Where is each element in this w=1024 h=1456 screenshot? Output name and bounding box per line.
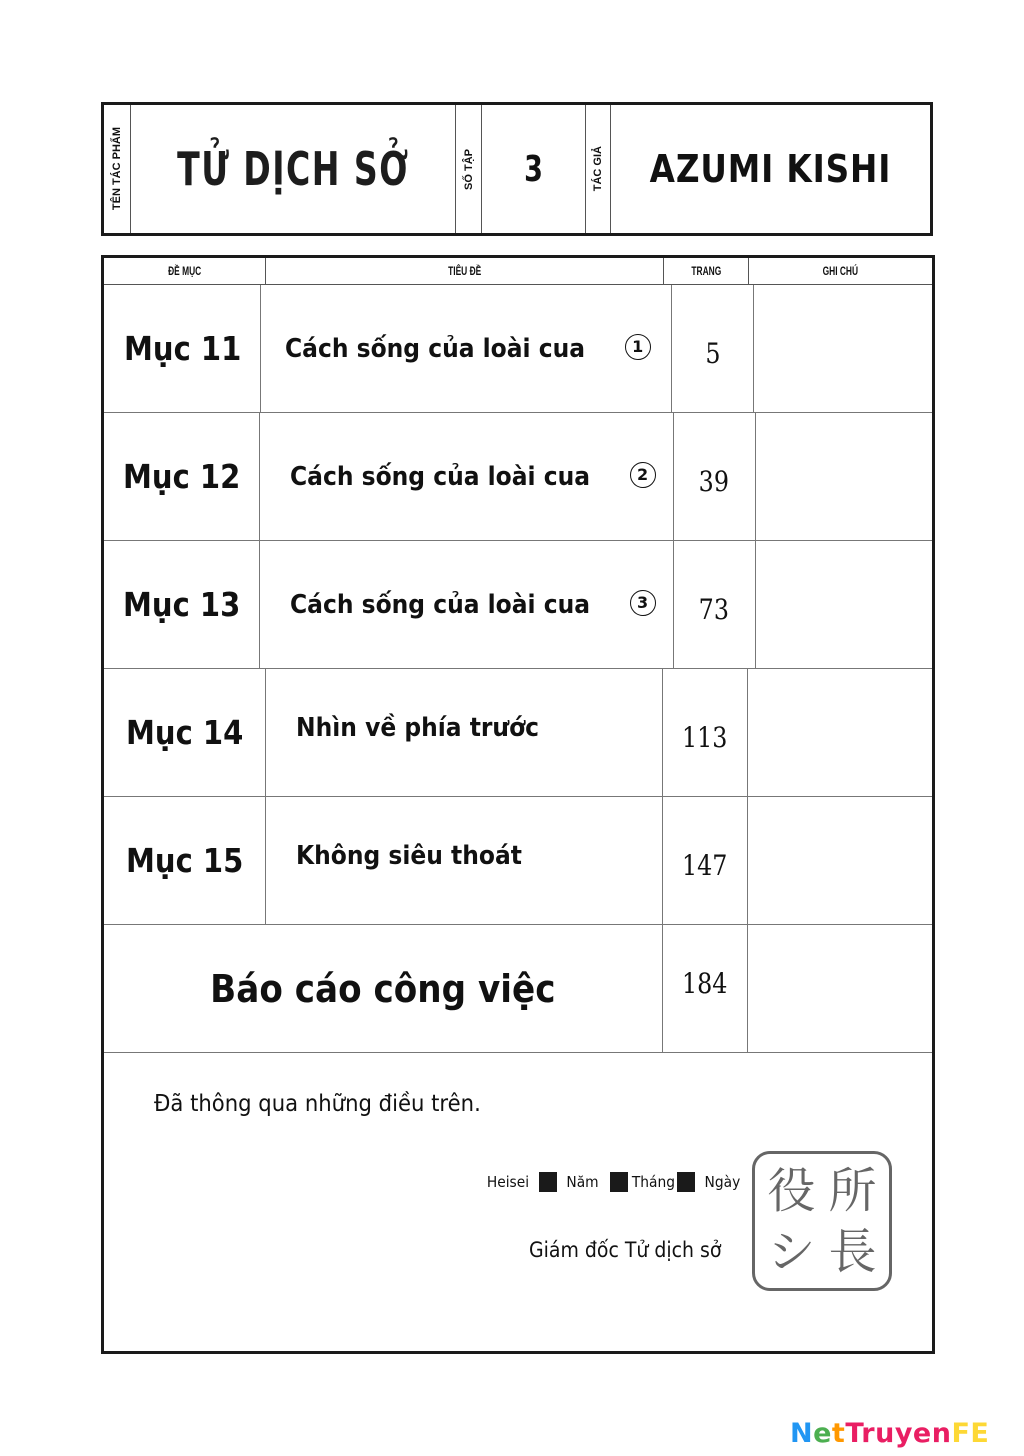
era-label: Heisei	[486, 1173, 530, 1191]
page-cell: 39	[674, 413, 756, 540]
volume-label-cell	[456, 105, 482, 233]
table-row	[104, 285, 932, 413]
chapter-cell: Mục 11	[104, 285, 261, 412]
author-name: AZUMI KISHI	[649, 147, 892, 191]
watermark-part: e	[813, 1418, 832, 1449]
work-title-label-cell	[104, 105, 131, 233]
title-cell: Cách sống của loài cua 3	[260, 541, 674, 668]
year-label: Năm	[566, 1173, 599, 1191]
seal-char: 所	[828, 1162, 877, 1219]
note-cell	[756, 541, 932, 668]
chapter-cell: Mục 12	[104, 413, 260, 540]
table-row	[104, 541, 932, 669]
redacted-month-block	[610, 1172, 628, 1192]
watermark-part: Truyen	[845, 1418, 952, 1449]
date-line	[485, 1172, 742, 1192]
page-cell: 147	[663, 797, 748, 924]
report-title: Báo cáo công việc	[104, 925, 663, 1052]
seal-characters	[761, 1160, 883, 1282]
work-title: TỬ DỊCH SỞ	[176, 142, 410, 196]
note-cell	[756, 413, 932, 540]
table-row	[104, 797, 932, 925]
chapter-cell: Mục 13	[104, 541, 260, 668]
page-cell: 113	[663, 669, 748, 796]
column-header-note: GHI CHÚ	[822, 264, 859, 278]
volume-number: 3	[524, 148, 543, 190]
watermark-part: N	[790, 1418, 814, 1449]
table-row	[104, 413, 932, 541]
approval-statement: Đã thông qua những điều trên.	[154, 1091, 481, 1117]
title-cell: Không siêu thoát	[266, 797, 663, 924]
chapter-cell: Mục 15	[104, 797, 266, 924]
day-label: Ngày	[704, 1173, 741, 1191]
column-header-page: TRANG	[664, 258, 749, 284]
seal-char: 長	[828, 1223, 877, 1280]
circled-number-icon: 1	[625, 334, 651, 360]
title-cell: Cách sống của loài cua 2	[260, 413, 674, 540]
official-seal-stamp	[752, 1151, 892, 1291]
note-cell	[748, 669, 931, 796]
work-title-cell	[131, 105, 456, 233]
author-label: TÁC GIẢ	[591, 146, 604, 192]
volume-cell	[482, 105, 586, 233]
header-box	[101, 102, 933, 236]
circled-number-icon: 2	[630, 462, 656, 488]
volume-label: SỐ TẬP	[462, 148, 475, 190]
title-cell: Cách sống của loài cua 1	[261, 285, 671, 412]
redacted-year-block	[539, 1172, 557, 1192]
column-header-title: TIÊU ĐỀ	[266, 258, 664, 284]
signatory: Giám đốc Tử dịch sở	[529, 1238, 722, 1262]
column-header-chapter: ĐỀ MỤC	[104, 258, 266, 284]
redacted-day-block	[677, 1172, 695, 1192]
watermark-part: t	[831, 1418, 846, 1449]
note-cell	[748, 797, 931, 924]
report-row	[104, 925, 932, 1053]
seal-char: 役	[767, 1162, 816, 1219]
chapter-cell: Mục 14	[104, 669, 266, 796]
watermark-part: FE	[951, 1418, 990, 1449]
site-watermark-logo	[790, 1418, 989, 1449]
report-page-cell: 184	[663, 925, 748, 1052]
page-cell: 5	[672, 285, 755, 412]
title-cell: Nhìn về phía trước	[266, 669, 663, 796]
circled-number-icon: 3	[630, 590, 656, 616]
month-label: Tháng	[631, 1173, 675, 1191]
author-label-cell	[586, 105, 611, 233]
author-cell	[611, 105, 930, 233]
seal-char: シ	[767, 1223, 816, 1280]
work-title-label: TÊN TÁC PHẨM	[110, 127, 123, 211]
page-cell: 73	[674, 541, 756, 668]
contents-table-box	[101, 255, 935, 1354]
note-cell	[754, 285, 932, 412]
report-note-cell	[748, 925, 931, 1052]
table-header	[104, 258, 932, 285]
table-row	[104, 669, 932, 797]
contents-table	[104, 258, 932, 1053]
